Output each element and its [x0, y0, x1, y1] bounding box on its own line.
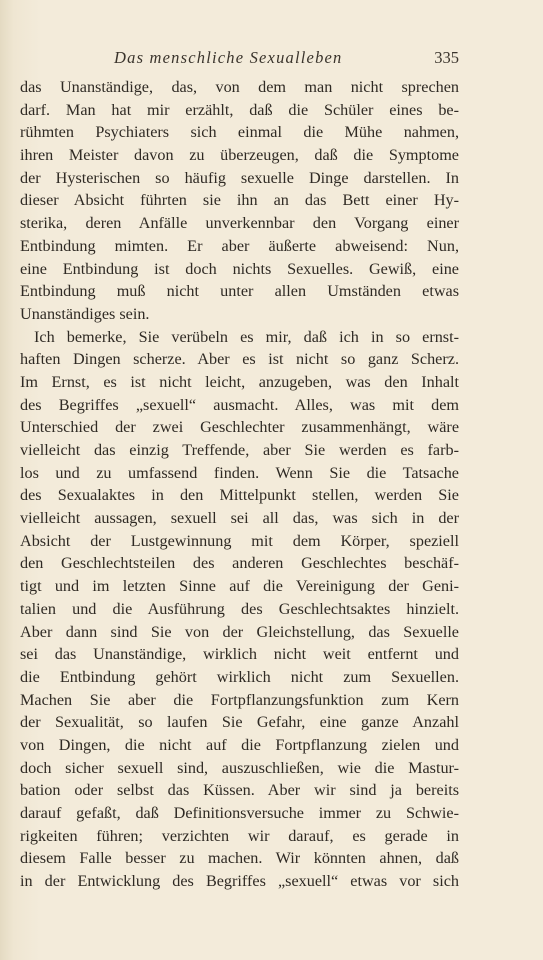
text-line: des Begriffes „sexuell“ ausmacht. Alles, was mit dem [20, 395, 459, 414]
text-line: Entbindung mimten. Er aber äußerte abweisend: Nun, [20, 236, 459, 255]
text-line: diesem Falle besser zu machen. Wir könnten ahnen, daß [20, 849, 459, 868]
text-line: rühmten Psychiaters sich einmal die Mühe nahmen, [20, 123, 459, 142]
text-line: Aber dann sind Sie von der Gleichstellung, das Sexuelle [20, 622, 459, 641]
page-number: 335 [434, 48, 459, 67]
text-line: in der Entwicklung des Begriffes „sexuell“ etwas vor sich [20, 872, 459, 891]
text-line: Entbindung muß nicht unter allen Umständen etwas [20, 282, 459, 301]
text-line: Absicht der Lustgewinnung mit dem Körper, speziell [20, 531, 459, 550]
text-line: rigkeiten führen; verzichten wir darauf, es gerade in [20, 826, 459, 845]
text-line: Machen Sie aber die Fortpflanzungsfunktion zum Kern [20, 690, 459, 709]
running-title: Das menschliche Sexualleben [114, 48, 343, 67]
text-line: talien und die Ausführung des Geschlechtsaktes hinzielt. [20, 599, 459, 618]
paragraph-start-line: Ich bemerke, Sie verübeln es mir, daß ich in so ernst- [34, 327, 459, 346]
text-line: darf. Man hat mir erzählt, daß die Schüler eines be- [20, 100, 459, 119]
text-line: los und zu umfassend finden. Wenn Sie die Tatsache [20, 463, 459, 482]
text-line: vielleicht aussagen, sexuell sei all das, was sich in der [20, 509, 459, 528]
running-head [20, 48, 459, 70]
text-line: vielleicht das einzig Treffende, aber Sie werden es farb- [20, 441, 459, 459]
text-line: sei das Unanständige, wirklich nicht weit entfernt und [20, 645, 459, 664]
text-line: das Unanständige, das, von dem man nicht sprechen [20, 78, 459, 96]
text-line: den Geschlechtsteilen des anderen Geschlechtes beschäf- [20, 554, 459, 573]
text-line: von Dingen, die nicht auf die Fortpflanzung zielen und [20, 735, 459, 754]
text-line: des Sexualaktes in den Mittelpunkt stellen, werden Sie [20, 486, 459, 505]
text-line: dieser Absicht führten sie ihn an das Bett einer Hy- [20, 191, 459, 210]
text-line: ihren Meister davon zu überzeugen, daß die Symptome [20, 146, 459, 165]
text-line: eine Entbindung ist doch nichts Sexuelles. Gewiß, eine [20, 259, 459, 278]
text-line: Unterschied der zwei Geschlechter zusammenhängt, wäre [20, 418, 459, 437]
text-line: haften Dingen scherze. Aber es ist nicht so ganz Scherz. [20, 350, 459, 369]
text-line: sterika, deren Anfälle unverkennbar den Vorgang einer [20, 214, 459, 233]
text-line: bation oder selbst das Küssen. Aber wir sind ja bereits [20, 781, 459, 800]
text-line: darauf gefaßt, daß Definitionsversuche immer zu Schwie- [20, 804, 459, 822]
text-line: die Entbindung gehört wirklich nicht zum Sexuellen. [20, 667, 459, 686]
text-line: tigt und im letzten Sinne auf die Vereinigung der Geni- [20, 577, 459, 596]
text-line: doch sicher sexuell sind, auszuschließen, wie die Mastur- [20, 758, 459, 777]
text-line: der Hysterischen so häufig sexuelle Dinge darstellen. In [20, 168, 459, 187]
text-line: Im Ernst, es ist nicht leicht, anzugeben, was den Inhalt [20, 372, 459, 391]
body-text [20, 76, 459, 893]
text-line: der Sexualität, so laufen Sie Gefahr, eine ganze Anzahl [20, 713, 459, 732]
paragraph-end-line: Unanständiges sein. [20, 304, 150, 323]
